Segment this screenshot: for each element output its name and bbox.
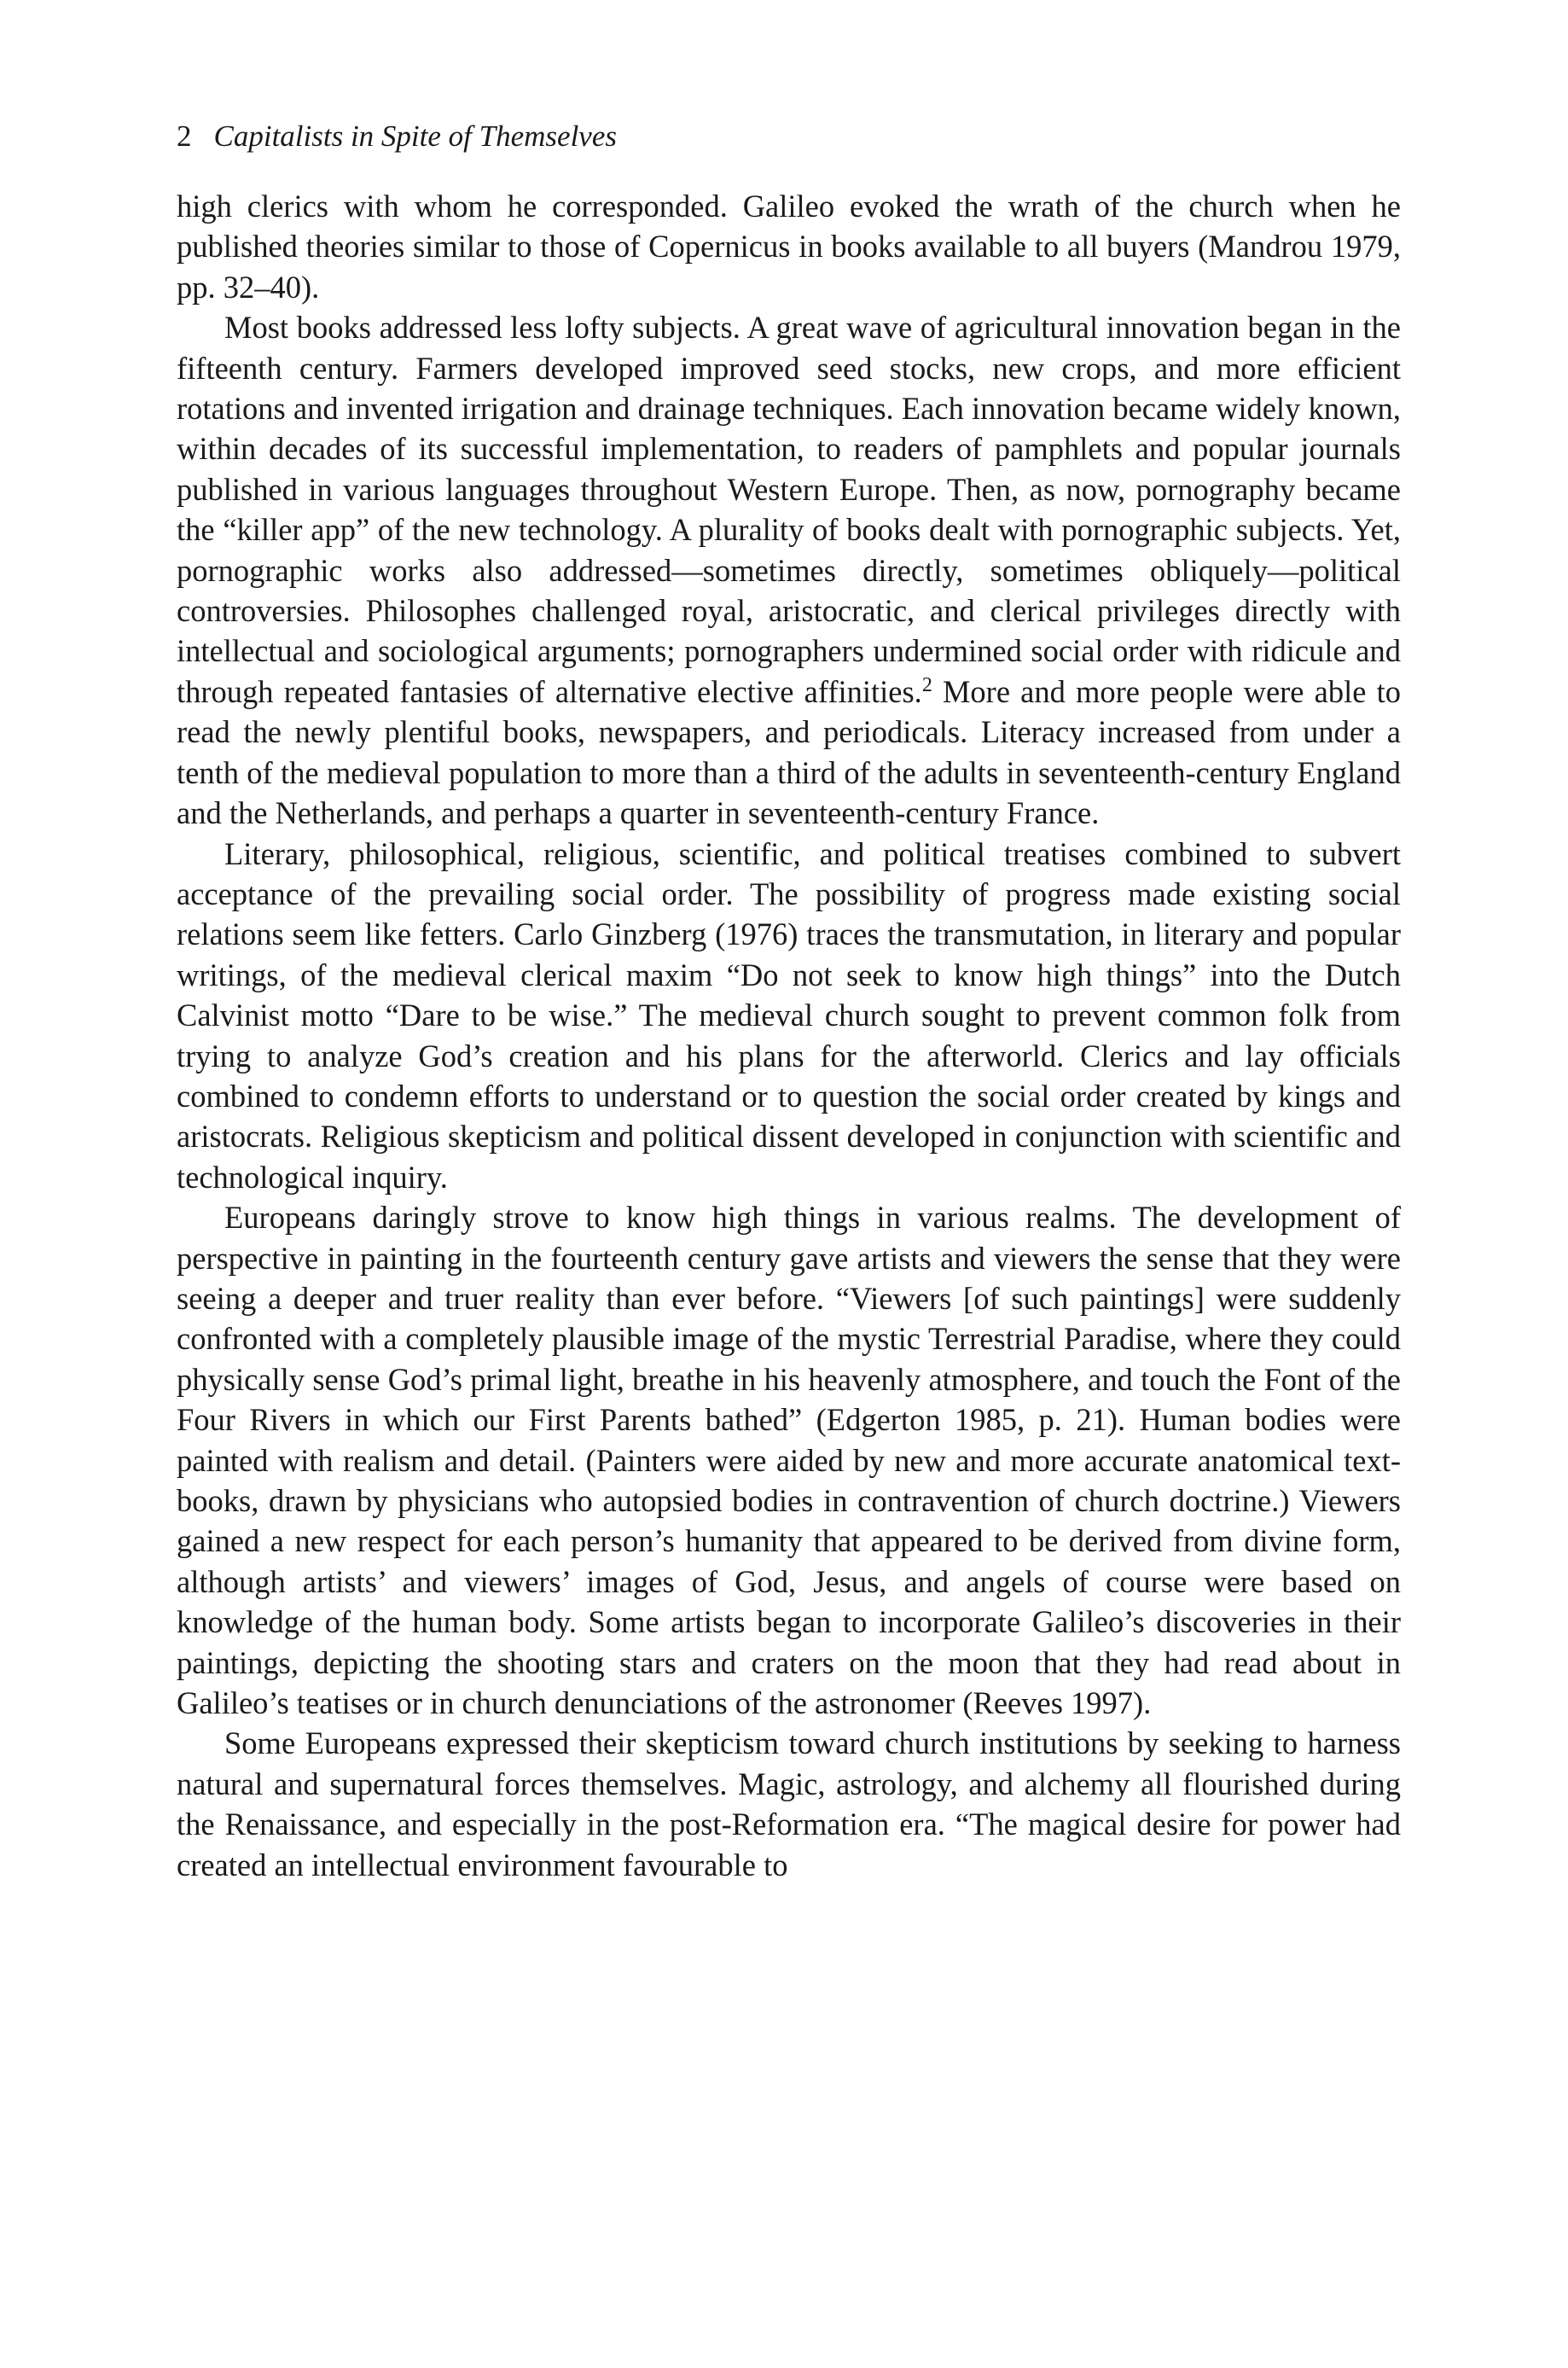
- body-text: [177, 186, 1401, 1885]
- running-title: Capitalists in Spite of Themselves: [213, 119, 617, 153]
- paragraph: Europeans daringly strove to know high things in various realms. The development of perspective in painting in the fourteenth century gave artists and viewers the sense that they were seeing a deeper and truer reality than ever before. “Viewers [of such paintings] were suddenly confronted with a completely plausible image of the mystic Terrestrial Paradise, where they could physically sense God’s primal light, breathe in his heavenly atmosphere, and touch the Font of the Four Rivers in which our First Parents bathed” (Edgerton 1985, p. 21). Human bodies were painted with realism and detail. (Painters were aided by new and more accurate anatomical textbooks, drawn by physicians who autopsied bodies in contravention of church doctrine.) Viewers gained a new respect for each person’s humanity that appeared to be derived from divine form, although artists’ and viewers’ images of God, Jesus, and angels of course were based on knowledge of the human body. Some artists began to incorporate Galileo’s discoveries in their paintings, depicting the shooting stars and craters on the moon that they had read about in Galileo’s teatises or in church denunciations of the astronomer (Reeves 1997).: [177, 1200, 1401, 1721]
- paragraph: Some Europeans expressed their skepticism toward church institutions by seeking to harness natural and supernatural forces themselves. Magic, astrology, and alchemy all flourished during the Renaissance, and especially in the post-Reformation era. “The magical desire for power had created an intellectual environment favourable to: [177, 1725, 1401, 1882]
- paragraph-text: Most books addressed less lofty subjects. A great wave of agricultural innovation began in the fifteenth century. Farmers developed improved seed stocks, new crops, and more efficient rotations and invented irrigation and drainage techniques. Each innovation became widely known, within decades of its successful implementation, to readers of pamphlets and popular journals published in various languages throughout Western Europe. Then, as now, pornography became the “killer app” of the new technology. A plurality of books dealt with pornographic subjects. Yet, pornographic works also addressed—sometimes directly, sometimes obliquely—political controversies. Philosophes challenged royal, aristocratic, and clerical privileges directly with intellectual and sociological arguments; pornographers undermined social order with ridicule and through repeated fantasies of alternative elective affinities.: [177, 310, 1401, 709]
- footnote-marker: 2: [921, 673, 932, 696]
- running-head: [177, 111, 1401, 162]
- page-number: 2: [177, 119, 192, 153]
- paragraph: high clerics with whom he corresponded. Galileo evoked the wrath of the church when he published theories similar to those of Copernicus in books available to all buyers (Mandrou 1979, pp. 32–40).: [177, 189, 1401, 305]
- paragraph: Literary, philosophical, religious, scientific, and political treatises combined to subvert acceptance of the prevailing social order. The possibility of progress made existing social relations seem like fetters. Carlo Ginzberg (1976) traces the transmutation, in literary and popular writings, of the medieval clerical maxim “Do not seek to know high things” into the Dutch Calvinist motto “Dare to be wise.” The medieval church sought to prevent common folk from trying to analyze God’s creation and his plans for the afterworld. Clerics and lay officials combined to condemn efforts to understand or to question the social order created by kings and aristocrats. Religious skepticism and political dissent developed in conjunction with scientific and technological inquiry.: [177, 835, 1401, 1195]
- paragraph-text: More and more people were able to read the newly plentiful books, newspapers, and periodicals. Literacy increased from under a tenth of the medieval population to more than a third of the adults in seventeenth-century England and the Netherlands, and perhaps a quarter in seventeenth-century France.: [177, 673, 1401, 831]
- paragraph: [177, 307, 1401, 833]
- book-page: [177, 111, 1401, 1885]
